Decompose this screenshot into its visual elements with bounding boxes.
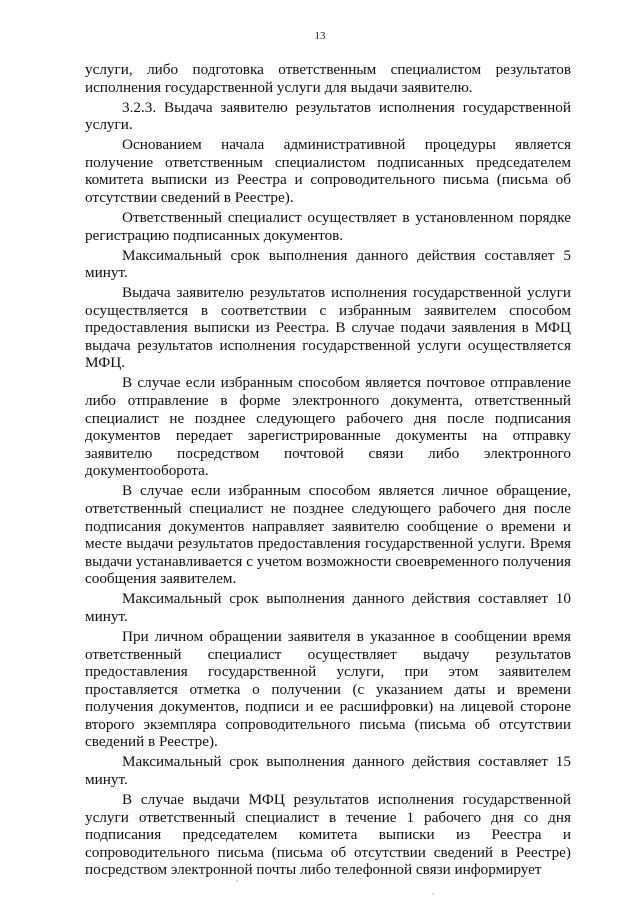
scan-artifact-dot — [432, 893, 434, 895]
paragraph-section-heading: 3.2.3. Выдача заявителю результатов исполнения государственной услуги. — [85, 98, 571, 134]
paragraph: Основанием начала административной процедуры является получение ответственным специалистом подписанных председателем комитета выписки из Реестра и сопроводительного письма (письма об отсутствии сведений в Реестре). — [85, 136, 571, 206]
paragraph: В случае если избранным способом является личное обращение, ответственный специалист не позднее следующего рабочего дня после подписания документов направляет заявителю сообщение о времени и месте выдачи результатов предоставления государственной услуги. Время выдачи устанавливается с учетом возможности своевременного получения сообщения заявителем. — [85, 482, 571, 588]
paragraph-continuation: услуги, либо подготовка ответственным специалистом результатов исполнения государственной услуги для выдачи заявителю. — [85, 61, 571, 96]
page-number: 13 — [314, 30, 326, 42]
document-body — [85, 61, 571, 881]
paragraph: Максимальный срок выполнения данного действия составляет 5 минут. — [85, 246, 571, 282]
paragraph: При личном обращении заявителя в указанное в сообщении время ответственный специалист осуществляет выдачу результатов предоставления государственной услуги, при этом заявителем проставляется отметка о получении (с указанием даты и времени получения документов, подписи и ее расшифровки) на лицевой стороне второго экземпляра сопроводительного письма (письма об отсутствии сведений в Реестре). — [85, 627, 571, 751]
paragraph: В случае если избранным способом является почтовое отправление либо отправление в форме электронного документа, ответственный специалист не позднее следующего рабочего дня после подписания документов передает зарегистрированные документы на отправку заявителю посредством почтовой связи либо электронного документооборота. — [85, 374, 571, 480]
paragraph: Ответственный специалист осуществляет в установленном порядке регистрацию подписанных документов. — [85, 208, 571, 244]
paragraph: Максимальный срок выполнения данного действия составляет 15 минут. — [85, 753, 571, 789]
paragraph: Максимальный срок выполнения данного действия составляет 10 минут. — [85, 590, 571, 625]
paragraph: В случае выдачи МФЦ результатов исполнения государственной услуги ответственный специалист в течение 1 рабочего дня со дня подписания председателем комитета выписки из Реестра и сопроводительного письма (письма об отсутствии сведений в Реестре) посредством электронной почты либо телефонной связи информирует — [85, 791, 571, 879]
paragraph: Выдача заявителю результатов исполнения государственной услуги осуществляется в соответствии с избранным заявителем способом предоставления выписки из Реестра. В случае подачи заявления в МФЦ выдача результатов исполнения государственной услуги осуществляется МФЦ. — [85, 284, 571, 372]
scan-artifact-dot — [236, 880, 238, 882]
